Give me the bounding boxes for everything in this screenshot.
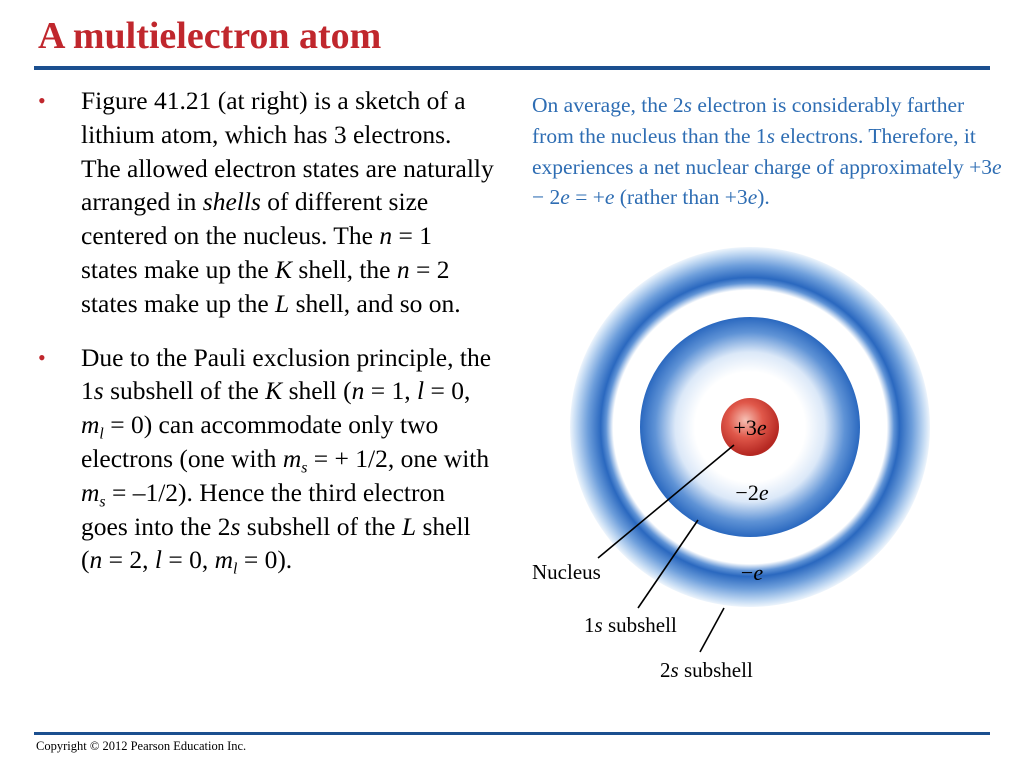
nucleus-charge-label: +3e [733,415,767,440]
1s-subshell-label: 1s subshell [584,613,677,637]
lithium-atom-diagram [520,240,1020,700]
bullet-marker: • [38,88,46,113]
nucleus-label: Nucleus [532,560,601,584]
bullet-text: Due to the Pauli exclusion principle, the 1s subshell of the K shell (n = 1, l = 0, $m_l = 0$) can accommodate only two electrons (one with $m_s$ = + 1/2, one with $m_s = -1/2$). Hence the third electron goes into the 2s subshell of the L shell (n = 2, l = 0, $m_l = 0$). [81,342,492,578]
figure-caption: On average, the 2s electron is considerably farther from the nucleus than the 1s electrons. Therefore, it experiences a net nuclear charge of approximately +3e − 2e = +e (rather than +3e). [532,93,1002,210]
title-divider [34,66,990,70]
bullet-marker: • [38,344,46,370]
footer-divider [34,732,990,735]
outer-shell-charge-label: −e [740,560,764,585]
copyright-footer: Copyright © 2012 Pearson Education Inc. [36,739,247,753]
bullet-text: Figure 41.21 (at right) is a sketch of a lithium atom, which has 3 electrons. The allowed electron states are naturally arranged in shells of different size centered on the nucleus. The n = 1 states make up the K shell, the n = 2 states make up the L shell, and so on. [81,86,494,318]
bullet-item-pauli [34,341,494,578]
2s-subshell-label: 2s subshell [660,658,753,682]
slide-title: A multielectron atom [38,15,382,57]
2s-leader-line [700,608,724,652]
bullet-item-shells [34,84,494,321]
inner-shell-charge-label: −2e [735,480,769,505]
bullet-list [34,84,494,597]
